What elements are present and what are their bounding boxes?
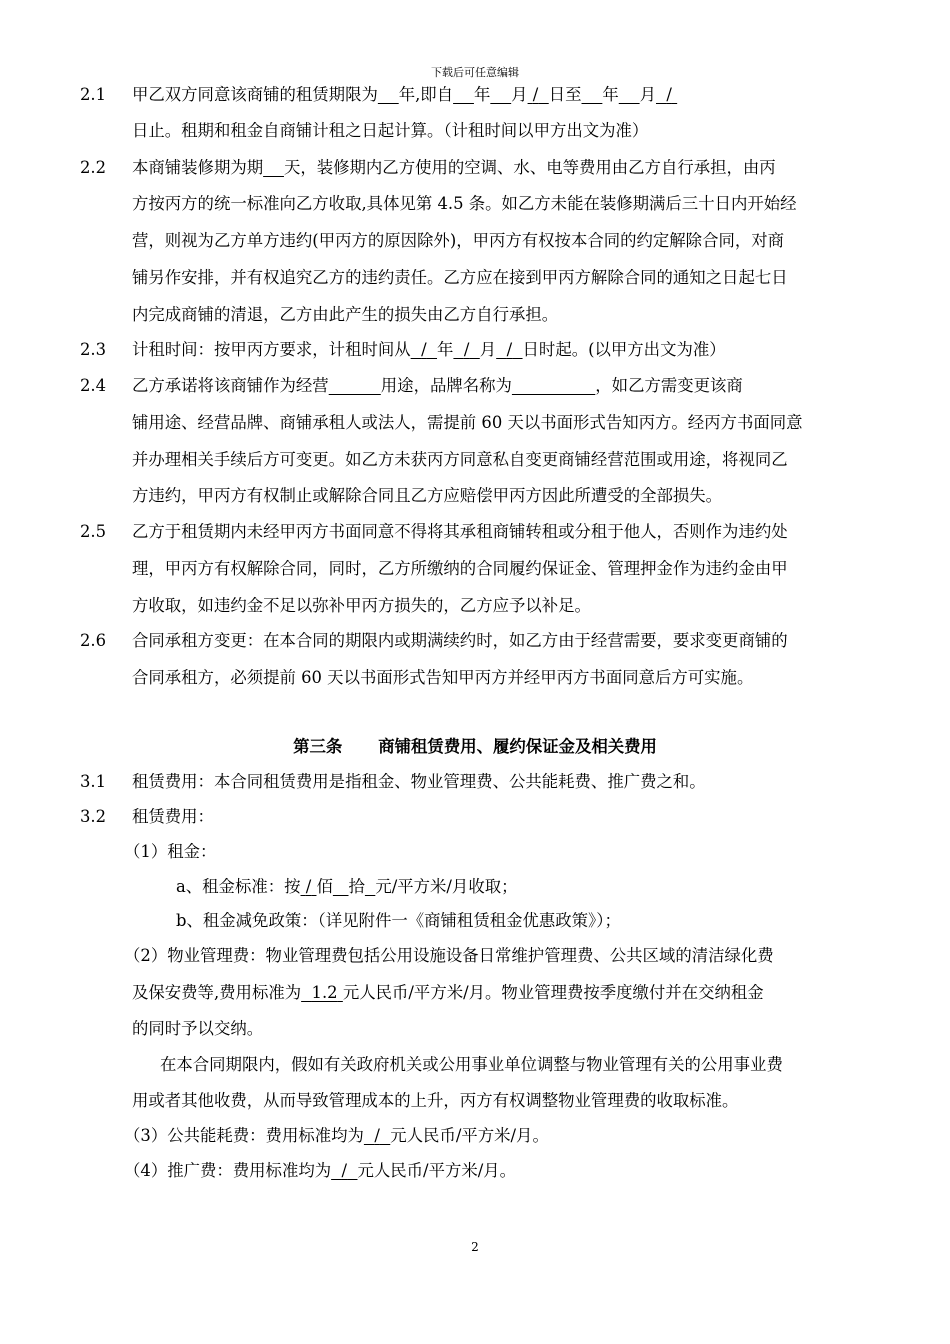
blank xyxy=(263,158,284,177)
blank xyxy=(329,376,381,395)
blank xyxy=(378,85,399,104)
clause-2-6-line-2: 合同承租方，必须提前 60 天以书面形式告知甲丙方并经甲丙方书面同意后方可实施。 xyxy=(132,668,754,687)
mgmt-fee-line-1: （2）物业管理费：物业管理费包括公用设施设备日常维护管理费、公共区域的清洁绿化费 xyxy=(124,946,774,965)
clause-2-4-line-2: 铺用途、经营品牌、商铺承租人或法人，需提前 60 天以书面形式告知丙方。经丙方书面同意 xyxy=(132,413,803,432)
mgmt-fee-value: 1.2 xyxy=(311,983,338,1002)
clause-2-2-line-4: 铺另作安排，并有权追究乙方的违约责任。乙方应在接到甲丙方解除合同的通知之日起七日 xyxy=(132,268,788,287)
clause-number-3-1: 3.1 xyxy=(80,772,107,791)
blank xyxy=(512,376,595,395)
rent-standard-line: a、租金标准：按 / 佰 拾 元/平方米/月收取； xyxy=(176,877,518,896)
clause-2-1-line-2: 日止。租期和租金自商铺计租之日起计算。（计租时间以甲方出文为准） xyxy=(132,121,649,140)
clause-2-5-line-1: 乙方于租赁期内未经甲丙方书面同意不得将其承租商铺转租或分租于他人，否则作为违约处 xyxy=(132,522,788,541)
clause-2-2-line-3: 营，则视为乙方单方违约(甲丙方的原因除外)，甲丙方有权按本合同的约定解除合同，对商 xyxy=(132,231,785,250)
blank: / xyxy=(506,340,513,359)
adjust-paragraph-line-1: 在本合同期限内，假如有关政府机关或公用事业单位调整与物业管理有关的公用事业费 xyxy=(160,1055,783,1074)
article-3-title: 商铺租赁费用、履约保证金及相关费用 xyxy=(378,737,657,756)
clause-2-5-line-3: 方收取，如违约金不足以弥补甲丙方损失的，乙方应予以补足。 xyxy=(132,596,591,615)
blank xyxy=(333,877,349,896)
clause-2-3-line-1: 计租时间：按甲丙方要求，计租时间从 / 年 / 月 / 日时起。(以甲方出文为准） xyxy=(132,340,726,359)
clause-2-5-line-2: 理，甲丙方有权解除合同，同时，乙方所缴纳的合同履约保证金、管理押金作为违约金由甲 xyxy=(132,559,788,578)
rent-heading: （1）租金： xyxy=(124,842,217,861)
adjust-paragraph-line-2: 用或者其他收费，从而导致管理成本的上升，丙方有权调整物业管理费的收取标准。 xyxy=(132,1091,739,1110)
blank xyxy=(490,85,511,104)
blank: / xyxy=(305,877,312,896)
page-number: 2 xyxy=(471,1240,479,1254)
clause-2-6-line-1: 合同承租方变更：在本合同的期限内或期满续约时，如乙方由于经营需要，要求变更商铺的 xyxy=(132,631,788,650)
clause-number-3-2: 3.2 xyxy=(80,807,107,826)
blank xyxy=(365,877,375,896)
mgmt-fee-line-3: 的同时予以交纳。 xyxy=(132,1019,264,1038)
article-3-heading xyxy=(0,736,950,758)
clause-number-2-1: 2.1 xyxy=(80,85,107,104)
clause-number-2-4: 2.4 xyxy=(80,376,107,395)
blank: / xyxy=(421,340,427,359)
clause-2-4-line-1: 乙方承诺将该商铺作为经营 用途，品牌名称为 ，如乙方需变更该商 xyxy=(132,376,743,395)
rent-waiver-line: b、租金减免政策：（详见附件一《商铺租赁租金优惠政策》）； xyxy=(176,911,621,930)
blank xyxy=(619,85,640,104)
clause-2-1-line-1: 甲乙双方同意该商铺的租赁期限为 年,即自 年 月 / 日至 年 月 / xyxy=(132,84,677,106)
clause-number-2-6: 2.6 xyxy=(80,631,107,650)
clause-2-2-line-5: 内完成商铺的清退，乙方由此产生的损失由乙方自行承担。 xyxy=(132,305,559,324)
header-note: 下载后可任意编辑 xyxy=(431,66,519,79)
blank xyxy=(582,85,603,104)
blank: / xyxy=(532,85,539,104)
mgmt-fee-line-2: 及保安费等,费用标准为 1.2 元人民币/平方米/月。物业管理费按季度缴付并在交纳租金 xyxy=(132,983,764,1002)
blank: / xyxy=(374,1126,380,1145)
energy-fee-line: （3）公共能耗费：费用标准均为 / 元人民币/平方米/月。 xyxy=(124,1126,549,1145)
blank: / xyxy=(463,340,470,359)
clause-2-2-line-2: 方按丙方的统一标准向乙方收取,具体见第 4.5 条。如乙方未能在装修期满后三十日内开始经 xyxy=(132,194,797,213)
clause-number-2-3: 2.3 xyxy=(80,340,107,359)
clause-3-1-text: 租赁费用：本合同租赁费用是指租金、物业管理费、公共能耗费、推广费之和。 xyxy=(132,772,706,791)
article-3-label: 第三条 xyxy=(293,737,343,756)
blank xyxy=(453,85,474,104)
clause-2-4-line-3: 并办理相关手续后方可变更。如乙方未获丙方同意私自变更商铺经营范围或用途，将视同乙 xyxy=(132,450,788,469)
clause-number-2-2: 2.2 xyxy=(80,158,107,177)
clause-3-2-text: 租赁费用： xyxy=(132,807,214,826)
blank: / xyxy=(341,1161,348,1180)
clause-number-2-5: 2.5 xyxy=(80,522,107,541)
clause-2-2-line-1: 本商铺装修期为期 天，装修期内乙方使用的空调、水、电等费用由乙方自行承担，由丙 xyxy=(132,158,776,177)
promo-fee-line: （4）推广费：费用标准均为 / 元人民币/平方米/月。 xyxy=(124,1161,517,1180)
blank: / xyxy=(666,85,672,104)
clause-2-4-line-4: 方违约，甲丙方有权制止或解除合同且乙方应赔偿甲丙方因此所遭受的全部损失。 xyxy=(132,486,723,505)
